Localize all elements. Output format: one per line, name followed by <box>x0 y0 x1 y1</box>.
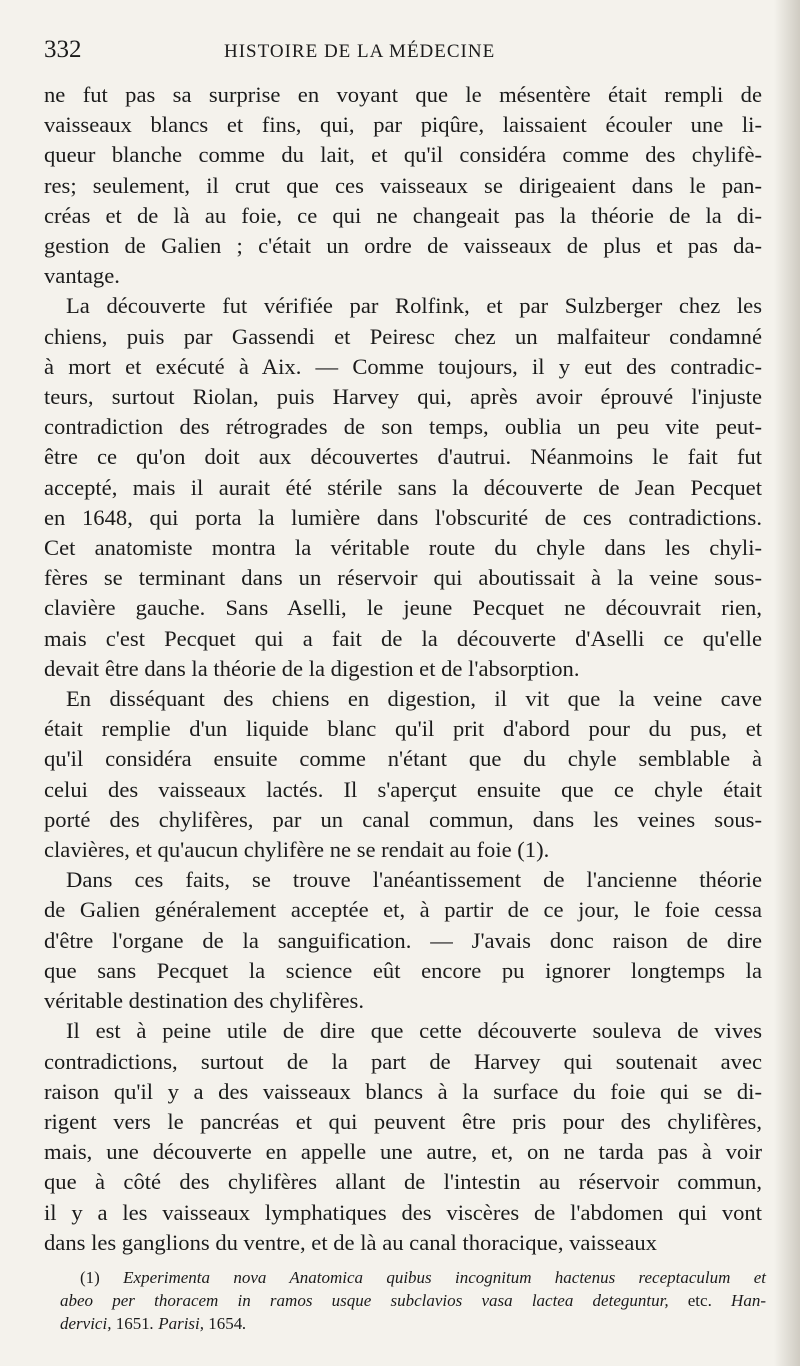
text-line: vantage. <box>44 263 120 289</box>
page-number: 332 <box>44 36 82 63</box>
text-line: il y a les vaisseaux lymphatiques des viscères de l'abdomen qui vont <box>44 1199 762 1225</box>
text-line: teurs, surtout Riolan, puis Harvey qui, après avoir éprouvé l'injuste <box>44 384 762 410</box>
text-line: Dans ces faits, se trouve l'anéantissement de l'ancienne théorie <box>66 867 762 893</box>
footnote-line: (1) Experimenta nova Anatomica quibus incognitum hactenus receptaculum et <box>80 1268 766 1287</box>
text-line: que à côté des chylifères allant de l'intestin au réservoir commun, <box>44 1169 762 1195</box>
footnote-line: dervici, 1651. Parisi, 1654. <box>60 1314 247 1333</box>
paragraph <box>44 291 762 684</box>
text-line: était remplie d'un liquide blanc qu'il prit d'abord pour du pus, et <box>44 716 762 742</box>
text-line: en 1648, qui porta la lumière dans l'obscurité de ces contradictions. <box>44 504 762 530</box>
paragraph <box>44 684 762 865</box>
footnote-line: abeo per thoracem in ramos usque subclavios vasa lactea deteguntur, etc. Han- <box>60 1291 766 1310</box>
text-line: accepté, mais il aurait été stérile sans la découverte de Jean Pecquet <box>44 474 762 500</box>
text-line: rigent vers le pancréas et qui peuvent être pris pour des chylifères, <box>44 1108 762 1134</box>
page-edge-shadow <box>774 0 800 1366</box>
text-line: gestion de Galien ; c'était un ordre de vaisseaux de plus et pas da- <box>44 233 762 259</box>
text-line: clavières, et qu'aucun chylifère ne se rendait au foie (1). <box>44 837 550 863</box>
text-line: dans les ganglions du ventre, et de là au canal thoracique, vaisseaux <box>44 1229 657 1255</box>
text-line: de Galien généralement acceptée et, à partir de ce jour, le foie cessa <box>44 897 762 923</box>
text-line: véritable destination des chylifères. <box>44 988 364 1014</box>
text-line: queur blanche comme du lait, et qu'il considéra comme des chylifè- <box>44 142 762 168</box>
text-line: fères se terminant dans un réservoir qui aboutissait à la veine sous- <box>44 565 762 591</box>
text-line: raison qu'il y a des vaisseaux blancs à la surface du foie qui se di- <box>44 1078 762 1104</box>
footnote <box>60 1266 766 1335</box>
text-line: Il est à peine utile de dire que cette découverte souleva de vives <box>66 1018 762 1044</box>
text-line: devait être dans la théorie de la digestion et de l'absorption. <box>44 655 580 681</box>
page-header <box>44 36 768 80</box>
text-line: ne fut pas sa surprise en voyant que le mésentère était rempli de <box>44 82 762 107</box>
text-line: contradictions, surtout de la part de Harvey qui soutenait avec <box>44 1048 762 1074</box>
running-title: HISTOIRE DE LA MÉDECINE <box>224 41 496 62</box>
paragraph <box>44 80 762 291</box>
text-line: être ce qu'on doit aux découvertes d'autrui. Néanmoins le fait fut <box>44 444 762 470</box>
text-line: contradiction des rétrogrades de son temps, oublia un peu vite peut- <box>44 414 762 440</box>
body-text <box>44 80 762 1258</box>
text-line: mais, une découverte en appelle une autre, et, on ne tarda pas à voir <box>44 1139 762 1165</box>
text-line: créas et de là au foie, ce qui ne changeait pas la théorie de la di- <box>44 202 762 228</box>
paragraph <box>44 865 762 1016</box>
text-line: d'être l'organe de la sanguification. — J'avais donc raison de dire <box>44 927 762 953</box>
text-line: La découverte fut vérifiée par Rolfink, et par Sulzberger chez les <box>66 293 762 319</box>
text-line: porté des chylifères, par un canal commun, dans les veines sous- <box>44 806 762 832</box>
text-line: En disséquant des chiens en digestion, il vit que la veine cave <box>66 686 762 712</box>
paragraph <box>44 1016 762 1258</box>
text-line: celui des vaisseaux lactés. Il s'aperçut ensuite que ce chyle était <box>44 776 762 802</box>
text-line: mais c'est Pecquet qui a fait de la découverte d'Aselli ce qu'elle <box>44 625 762 651</box>
text-line: Cet anatomiste montra la véritable route du chyle dans les chyli- <box>44 535 762 561</box>
text-line: res; seulement, il crut que ces vaisseaux se dirigeaient dans le pan- <box>44 172 762 198</box>
text-line: chiens, puis par Gassendi et Peiresc chez un malfaiteur condamné <box>44 323 762 349</box>
text-line: que sans Pecquet la science eût encore pu ignorer longtemps la <box>44 957 762 983</box>
text-line: vaisseaux blancs et fins, qui, par piqûre, laissaient écouler une li- <box>44 112 762 138</box>
text-line: qu'il considéra ensuite comme n'étant que du chyle semblable à <box>44 746 762 772</box>
text-line: à mort et exécuté à Aix. — Comme toujours, il y eut des contradic- <box>44 353 762 379</box>
text-line: clavière gauche. Sans Aselli, le jeune Pecquet ne découvrait rien, <box>44 595 762 621</box>
